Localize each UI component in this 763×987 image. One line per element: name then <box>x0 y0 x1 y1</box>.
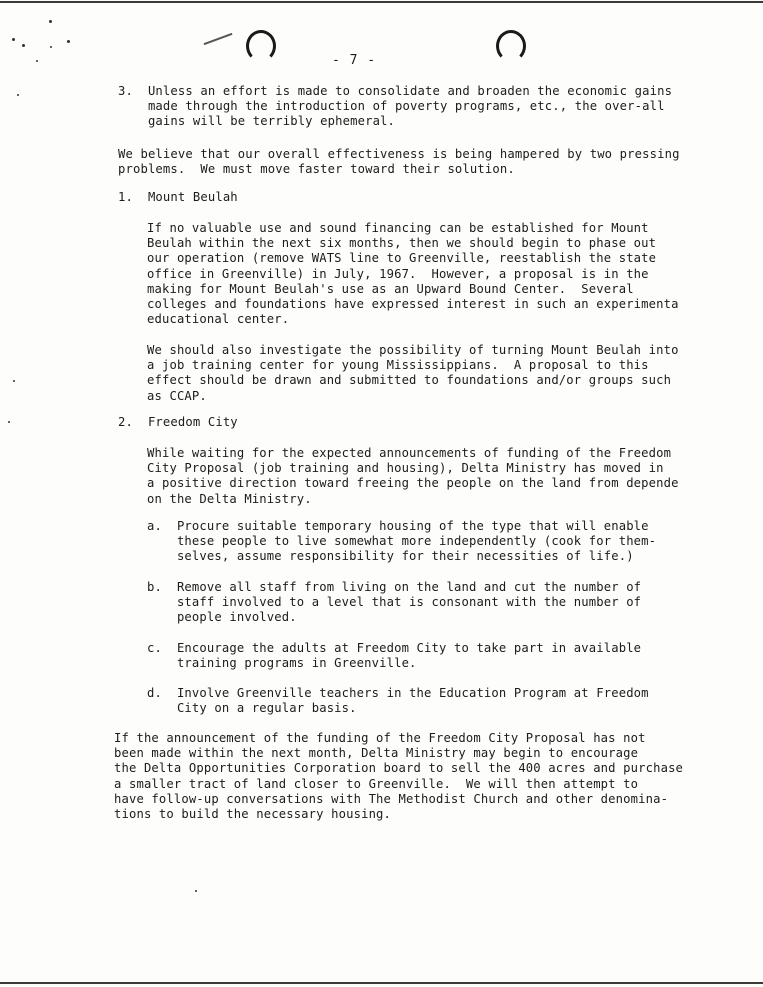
text-line: training programs in Greenville. <box>147 656 417 671</box>
text-line: have follow-up conversations with The Methodist Church and other denomina- <box>114 791 669 806</box>
text-line: office in Greenville) in July, 1967. However, a proposal is in the <box>147 266 649 281</box>
text-line: 2. Freedom City <box>118 415 238 429</box>
text-line: staff involved to a level that is consonant with the number of <box>147 595 642 610</box>
text-line: the Delta Opportunities Corporation board to sell the 400 acres and purchase <box>114 761 684 776</box>
text-line: on the Delta Ministry. <box>147 491 312 506</box>
scan-speck <box>13 380 15 382</box>
text-line: making for Mount Beulah's use as an Upward Bound Center. Several <box>147 281 634 296</box>
text-line: as CCAP. <box>147 388 207 403</box>
text-line: tions to build the necessary housing. <box>114 807 392 821</box>
text-line: made through the introduction of poverty programs, etc., the over-all <box>118 99 665 114</box>
text-line: effect should be drawn and submitted to foundations and/or groups such <box>147 373 672 388</box>
text-line: problems. We must move faster toward their solution. <box>118 162 515 177</box>
text-line: been made within the next month, Delta Ministry may begin to encourage <box>114 746 639 761</box>
text-line: We believe that our overall effectiveness is being hampered by two pressing <box>118 147 680 161</box>
text-line: colleges and foundations have expressed interest in such an experimenta <box>147 297 679 311</box>
text-line: gains will be terribly ephemeral. <box>118 114 396 129</box>
text-line: City on a regular basis. <box>147 701 357 716</box>
text-line: selves, assume responsibility for their necessities of life.) <box>147 549 634 564</box>
text-line: these people to live somewhat more independently (cook for them- <box>147 534 657 549</box>
punch-hole-right-icon <box>496 30 526 62</box>
text-line: b. Remove all staff from living on the land and cut the number of <box>147 580 642 594</box>
text-line: d. Involve Greenville teachers in the Education Program at Freedom <box>147 686 649 700</box>
text-line: City Proposal (job training and housing), Delta Ministry has moved in <box>147 461 664 476</box>
scan-speck <box>195 890 197 892</box>
scan-smudge <box>204 33 233 45</box>
scan-speck <box>50 46 52 48</box>
scan-speck <box>12 38 15 41</box>
scan-speck <box>36 60 38 62</box>
text-line: our operation (remove WATS line to Greenville, reestablish the state <box>147 251 657 266</box>
scan-speck <box>67 40 70 43</box>
text-line: 3. Unless an effort is made to consolidate and broaden the economic gains <box>118 84 673 98</box>
text-line: a positive direction toward freeing the people on the land from depende <box>147 476 679 491</box>
punch-hole-left-icon <box>246 30 276 62</box>
text-line: educational center. <box>147 312 290 327</box>
text-line: a. Procure suitable temporary housing of the type that will enable <box>147 519 649 533</box>
text-line: people involved. <box>147 610 297 625</box>
scan-speck <box>49 20 52 23</box>
text-line: If no valuable use and sound financing can be established for Mount <box>147 221 649 235</box>
text-line: Beulah within the next six months, then we should begin to phase out <box>147 236 657 251</box>
scan-speck <box>8 421 10 423</box>
page-number: - 7 - <box>332 53 377 68</box>
scan-speck <box>22 44 25 47</box>
text-line: While waiting for the expected announcements of funding of the Freedom <box>147 446 672 460</box>
text-line: We should also investigate the possibility of turning Mount Beulah into <box>147 343 679 357</box>
text-line: a job training center for young Mississippians. A proposal to this <box>147 358 649 373</box>
scan-bottom-edge <box>0 982 763 984</box>
text-line: If the announcement of the funding of the Freedom City Proposal has not <box>114 731 646 745</box>
scan-speck <box>17 94 19 96</box>
text-line: a smaller tract of land closer to Greenville. We will then attempt to <box>114 776 639 791</box>
text-line: c. Encourage the adults at Freedom City to take part in available <box>147 641 642 655</box>
text-line: 1. Mount Beulah <box>118 190 238 204</box>
scan-top-edge <box>0 1 763 3</box>
